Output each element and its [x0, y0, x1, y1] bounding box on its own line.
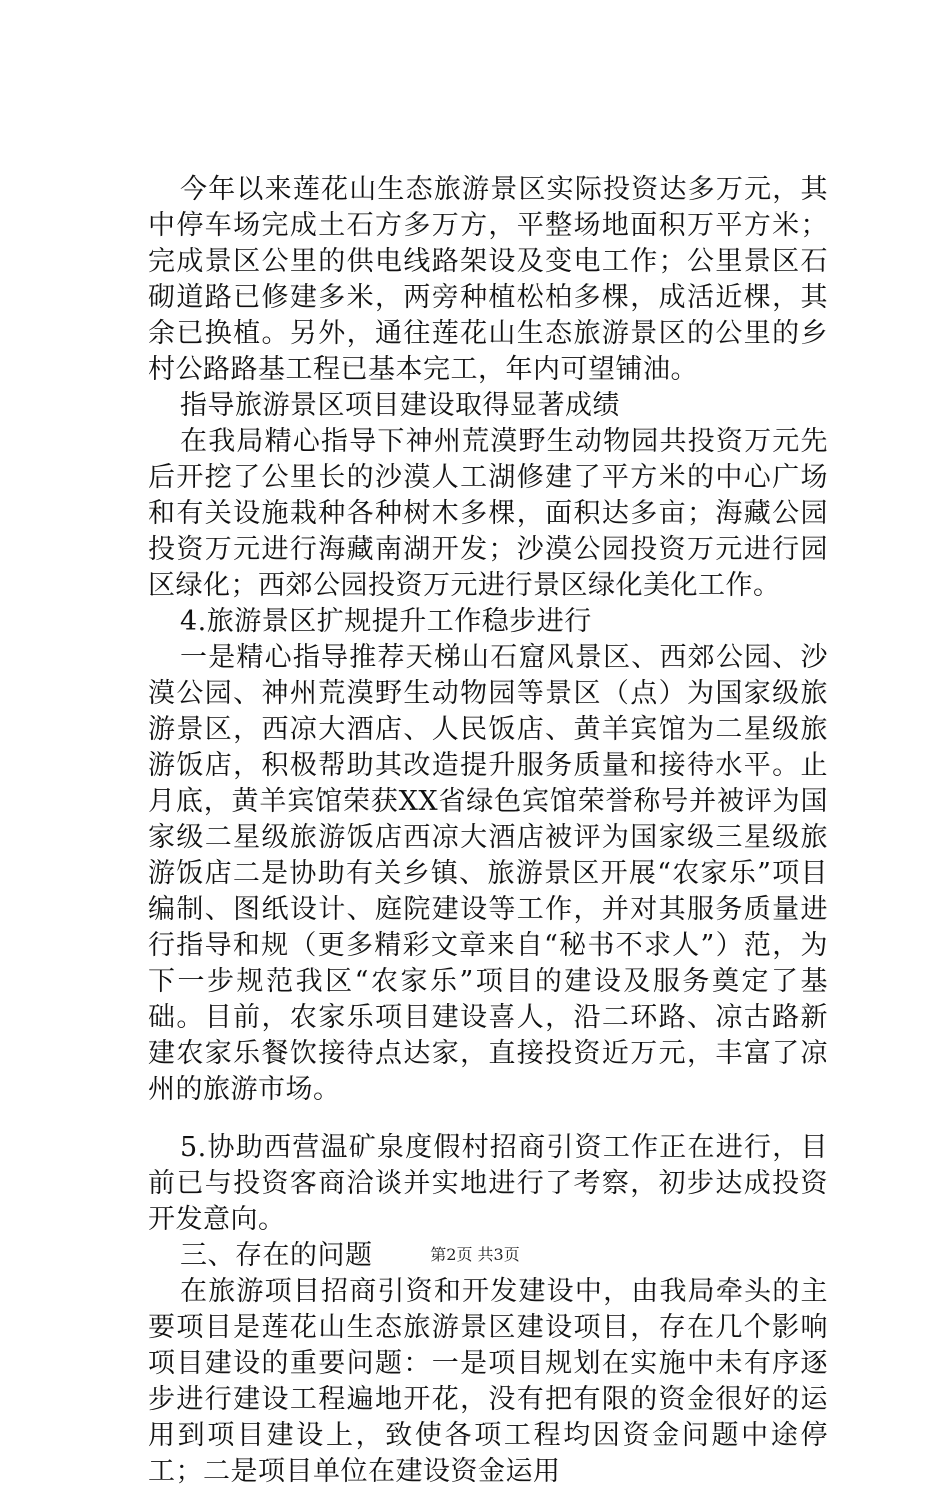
section-heading-guidance: 指导旅游景区项目建设取得显著成绩 — [180, 390, 620, 421]
paragraph-problems: 在旅游项目招商引资和开发建设中，由我局牵头的主要项目是莲花山生态旅游景区建设项目，存在几个影响项目建设的重要问题：一是项目规划在实施中未有序逐步进行建设工程遍地开花，没有把有限的资金很好的运用到项目建设上，致使各项工程均因资金问题中途停工；二是项目单位在建设资金运用 — [148, 1276, 828, 1487]
paragraph-upgrade: 一是精心指导推荐天梯山石窟风景区、西郊公园、沙漠公园、神州荒漠野生动物园等景区（点）为国家级旅游景区，西凉大酒店、人民饭店、黄羊宾馆为二星级旅游饭店，积极帮助其改造提升服务质量和接待水平。止月底，黄羊宾馆荣获XX省绿色宾馆荣誉称号并被评为国家级二星级旅游饭店西凉大酒店被评为国家级三星级旅游饭店二是协助有关乡镇、旅游景区开展“农家乐”项目编制、图纸设计、庭院建设等工作，并对其服务质量进行指导和规（更多精彩文章来自“秘书不求人”）范，为下一步规范我区“农家乐”项目的建设及服务奠定了基础。目前，农家乐项目建设喜人，沿二环路、凉古路新建农家乐餐饮接待点达家，直接投资近万元，丰富了凉州的旅游市场。 — [148, 642, 828, 1105]
paragraph-xiying-resort: 5.协助西营温矿泉度假村招商引资工作正在进行，目前已与投资客商洽谈并实地进行了考察，初步达成投资开发意向。 — [148, 1132, 828, 1235]
section-heading-problems: 三、存在的问题 — [180, 1240, 373, 1271]
paragraph-investment: 今年以来莲花山生态旅游景区实际投资达多万元，其中停车场完成土石方多万方，平整场地面积万平方米；完成景区公里的供电线路架设及变电工作；公里景区石砌道路已修建多米，两旁种植松柏多棵，成活近棵，其余已换植。另外，通往莲花山生态旅游景区的公里的乡村公路路基工程已基本完工，年内可望铺油。 — [148, 174, 828, 385]
paragraph-spacer — [148, 1108, 828, 1130]
paragraph-guidance: 在我局精心指导下神州荒漠野生动物园共投资万元先后开挖了公里长的沙漠人工湖修建了平方米的中心广场和有关设施栽种各种树木多棵，面积达多亩；海藏公园投资万元进行海藏南湖开发；沙漠公园投资万元进行园区绿化；西郊公园投资万元进行景区绿化美化工作。 — [148, 426, 828, 601]
page-footer: 第2页 共3页 — [430, 1245, 520, 1264]
document-body — [148, 172, 828, 1490]
section-heading-upgrade: 4.旅游景区扩规提升工作稳步进行 — [180, 606, 592, 637]
